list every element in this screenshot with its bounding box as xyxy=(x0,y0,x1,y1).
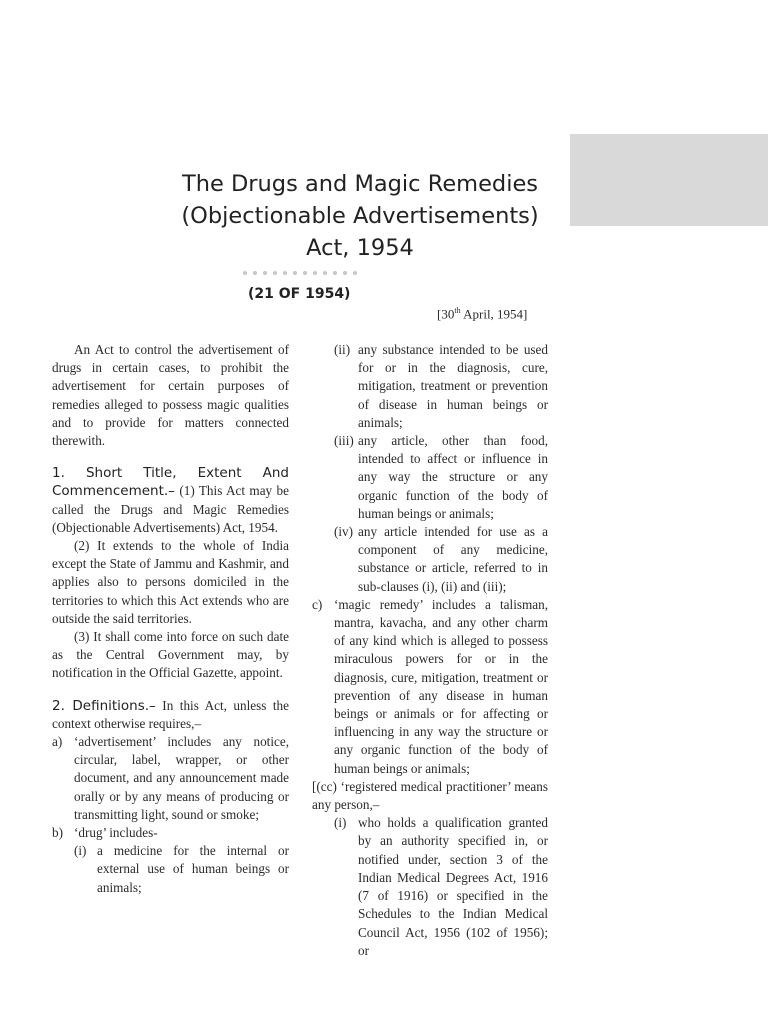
section-1-heading: 1. Short Title, Extent And Commencement.– xyxy=(52,465,289,500)
clause-b: b) ‘drug’ includes- xyxy=(52,825,158,841)
section-1-2: (2) It extends to the whole of India except the State of Jammu and Kashmir, and applies also to persons domiciled in the territories to which this Act extends who are outside the said territories. xyxy=(52,538,289,626)
clause-b-i: (i) a medicine for the internal or external use of human beings or animals; xyxy=(74,843,289,895)
clause-b-ii: (ii) any substance intended to be used for or in the diagnosis, cure, mitigation, treatment or prevention of disease in human beings or animals; xyxy=(334,342,548,430)
left-column xyxy=(52,341,289,897)
title-line-1: The Drugs and Magic Remedies xyxy=(181,171,539,197)
title-line-3: Act, 1954 xyxy=(306,235,414,261)
act-number: (21 OF 1954) xyxy=(248,286,351,302)
clause-cc: [(cc) ‘registered medical practitioner’ means any person,– xyxy=(312,778,548,813)
clause-a: a) ‘advertisement’ includes any notice, circular, label, wrapper, or other document, and any announcement made orally or by any means of producing or transmitting light, sound or smoke; xyxy=(52,734,289,822)
dotted-divider xyxy=(240,270,360,276)
act-title xyxy=(60,168,660,264)
right-column xyxy=(312,341,548,960)
clause-c: c) ‘magic remedy’ includes a talisman, mantra, kavacha, and any other charm of any kind which is alleged to possess miraculous powers for or in the diagnosis, cure, mitigation, treatment or prevention of any disease in human beings or animals or for affecting or influencing in any way the structure or any organic function of the body of human beings or animals; xyxy=(312,596,548,776)
section-1: 1. Short Title, Extent And Commencement.– (1) This Act may be called the Drugs and Magic Remedies (Objectionable Advertisements) Act, 1954. xyxy=(52,465,289,535)
preamble: An Act to control the advertisement of drugs in certain cases, to prohibit the advertisement for certain purposes of remedies alleged to possess magic qualities and to provide for matters connected therewith. xyxy=(52,342,289,449)
section-1-3: (3) It shall come into force on such date as the Central Government may, by notification in the Official Gazette, appoint. xyxy=(52,629,289,681)
clause-cc-i: (i) who holds a qualification granted by an authority specified in, or notified under, section 3 of the Indian Medical Degrees Act, 1916 (7 of 1916) or specified in the Schedules to the Indian Medical Council Act, 1956 (102 of 1956); or xyxy=(334,815,548,958)
clause-b-iv: (iv) any article intended for use as a component of any medicine, substance or article, referred to in sub-clauses (i), (ii) and (iii); xyxy=(334,524,548,594)
clause-b-iii: (iii) any article, other than food, intended to affect or influence in any way the structure or any organic function of the body of human beings or animals; xyxy=(334,433,548,521)
act-date: [30th April, 1954] xyxy=(437,306,528,322)
section-2: 2. Definitions.– In this Act, unless the context otherwise requires,– xyxy=(52,697,289,731)
title-line-2: (Objectionable Advertisements) xyxy=(181,203,539,229)
section-2-heading: 2. Definitions.– xyxy=(52,697,156,714)
